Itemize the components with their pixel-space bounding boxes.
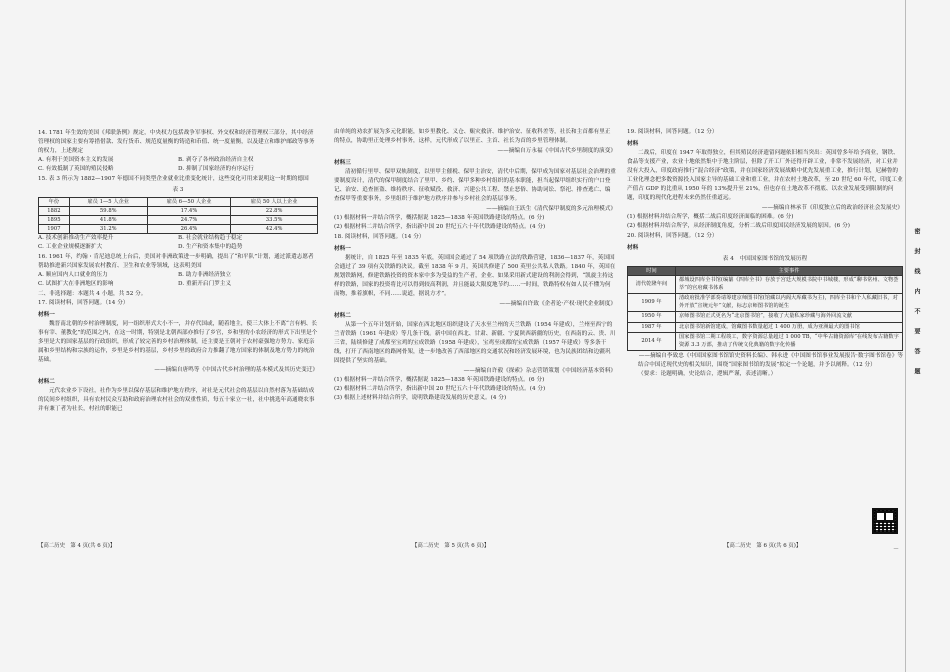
- q14-option-c: C. 有效抵制了英国的殖民侵略: [38, 166, 114, 172]
- q17-material-1-label: 材料一: [38, 312, 55, 318]
- q16-option-d: D. 重新开启门罗主义: [178, 281, 232, 287]
- q17-stem: 17. 阅读材料，回答问题。（14 分）: [38, 300, 129, 306]
- table-cell: 1895: [39, 216, 70, 225]
- table-4: [627, 266, 903, 351]
- q18-material-2-source: ——摘编自许毅《探索》杂志营销策划《中国经济基本资料》: [463, 368, 616, 374]
- q16-option-a: A. 顺应国内人口就业的压力: [38, 272, 108, 278]
- q17-material-3: 清初循行里甲、保甲双轨制度，以里甲主催税、保甲主治安，清代中后期，保甲成为国家对基层社会治理的重要制度设计，清代的保甲制度结合了里甲、乡约、保甲多种乡村组织的基本职能，担当起保甲组织实行的户口登记、治安、追查匪盗、维持秩序、征收赋役、救济、兴建公共工程、禁止恶俗、协助词讼、祭祀、排查逃亡、编查保甲等重要事务，乡里组织于维护地方秩序并参与乡村社会的基层事务。: [334, 169, 616, 202]
- page-6-column: [627, 128, 903, 379]
- q18-material-1: 据统计，自 1825 年至 1835 年底，英国国会通过了 54 项铁路立法的铁路营建，1836—1837 年，英国国会通过了 39 项有关铁路的决议。截至 1838 年 9 月，英国共修建了 500 英里公共私人铁路。1840 年，英国在规划铁路网，修建铁路投资的资本家中多为受益的生产者，企业、如果采用新式建设的利润会得到，“凯旋主持这样的铁路，国家的投资将比可以得到较高利润，并且能最大限度地节约……一时间，铁路特权有如人民不懂为何而物，推着旗帜，不同……说道，据说方才”。: [334, 255, 616, 297]
- table-cell: 41.8%: [69, 216, 147, 225]
- q17-subquestion-1: (1) 根据材料一并结合所学，概括据说 1825—1838 年英国铁路建设的特点。(6 分): [334, 215, 545, 221]
- table-cell: 都城设四库全书馆(编纂《四库全书》存放于宫廷大规模书院中书城楼，形成“聊书常州、文物荟萃”的官府藏书体系: [676, 276, 903, 294]
- q20-requirements: （要求：论题明确，史论结合，逻辑严谨，表述清晰。）: [638, 371, 777, 377]
- table-cell: 33.5%: [231, 216, 318, 225]
- table-row: [39, 207, 318, 216]
- table-row: [628, 312, 903, 323]
- table-cell: 国家图书馆二期工程竣工，数字资源总量超过 1 000 TB，“中华古籍资源库”在线发布古籍数字资源 3.3 万部，推动了传统文化典籍的数字化传播: [676, 333, 903, 351]
- table-cell: 1882: [39, 207, 70, 216]
- table-row: [39, 216, 318, 225]
- table-cell: 京师图书馆正式更名为“北京图书馆”，接收了大量私家珍藏与海外回流文献: [676, 312, 903, 323]
- q19-material-label: 材料: [627, 141, 639, 147]
- table-cell: 1909 年: [628, 294, 676, 312]
- table-header-row: [39, 198, 318, 207]
- table-cell: 26.4%: [147, 225, 231, 234]
- table-header-cell: 雇员 6—50 人企业: [147, 198, 231, 207]
- q15-option-c: C. 工业企业规模逐渐扩大: [38, 244, 103, 250]
- table-3-title: 表 3: [172, 187, 184, 193]
- q19-subquestion-2: (2) 根据材料并结合所学，从经济制度角度，分析二战后印度国民经济发展的原因。(6 分): [627, 223, 850, 229]
- table-cell: 22.8%: [231, 207, 318, 216]
- page-footer-4: 【高二历史 第 4 页(共 6 页)】: [38, 543, 116, 549]
- q17-material-1: 魏晋南北朝的乡村治理制度，同一组织形式大小不一，并存代国或，随着地主，使三大体上不离“言有柄、长事有宰、董教化”的范围之内，在这一时期，特别是北朝西部亦推行了乡官，乡和里的小农经济的形式下出里是个多里是大的国家基层的行政组织，形成了较完善的乡村治理体制，还主要是王朝对于农村豪强地方势力、家庭亲属和乡里结构和宗族的运作，乡里是乡村的基层，乡村乡里的政府合力推翻了地方国家的体制及地方势力的统治基础。: [38, 321, 318, 363]
- q16-options-row1: [38, 271, 318, 280]
- q15-options-row2: [38, 243, 318, 252]
- q17-material-2: 元代农业乡下设社，社作为乡里以保存基层和维护地方秩序，对社是元代社会的基层以自然村落为基础结成的民间乡村组织，具有农村民众互助和政府治理农村社会的双重性质，每五十家立一社，社中挑选年高通晓农事并有兼丁者为社长，村社的职能已: [38, 388, 315, 412]
- q18-material-1-source: ——摘编自许致《企者论·产权·现代企业制度》: [499, 301, 616, 307]
- table-cell: 清代乾隆年间: [628, 276, 676, 294]
- table-cell: 17.4%: [147, 207, 231, 216]
- q14-option-b: B. 剥夺了各州政治经济自主权: [178, 157, 254, 163]
- table-cell: 31.2%: [69, 225, 147, 234]
- q19-stem: 19. 阅读材料，回答问题。（12 分）: [627, 129, 718, 135]
- q17-material-2-label: 材料二: [38, 379, 55, 385]
- q18-material-1-label: 材料一: [334, 246, 351, 252]
- section-heading: 二、非选择题：本题共 4 小题，共 52 分。: [38, 291, 147, 297]
- q20-task: 结合中国近现代史的相关知识，围绕“国家图书馆的发展”拟定一个论题，并予以阐释。（12 分）: [638, 362, 876, 368]
- table-header-cell: 时间: [628, 267, 676, 276]
- q18-material-2: 从第一个五年计划开始，国家在西北地区组织建设了天水至兰州的天兰铁路（1954 年建成），兰州至西宁的兰青铁路（1961 年建成）等几条干线。新中国在西北、甘肃、新疆、宁夏陕西新疆的历史，在西南的云、贵、川三省，陆续修建了成都至宝鸡的宝成铁路（1958 年建成），宝鸡至成都的宝成铁路（1957 年建成）等多条干线，打开了西南地区的路网骨架，进一步地改善了西部地区的交通状况和经济发展环境，也为民族团结和边疆巩固提供了坚实的基础。: [334, 322, 616, 364]
- q18-stem: 18. 阅读材料，回答问题。（14 分）: [334, 234, 425, 240]
- q20-stem: 20. 阅读材料，回答问题。（12 分）: [627, 233, 718, 239]
- table-4-title: 表 4 中国国家图书馆的发展历程: [722, 256, 808, 262]
- table-cell: 24.7%: [147, 216, 231, 225]
- q14-option-a: A. 有利于美国资本主义的发展: [38, 157, 114, 163]
- table-cell: 59.8%: [69, 207, 147, 216]
- table-cell: 清政府批准学部奏请筹建京师图书馆(馆藏以内阁大库藏书为主)，四库全书和个人私藏旧书，对外开放“宣统元年”文献，标志京师图书馆的诞生: [676, 294, 903, 312]
- table-row: [628, 276, 903, 294]
- q17-material-1-source: ——摘编自唐鸣等《中国古代乡村治理的基本模式及其历史变迁》: [154, 367, 318, 373]
- table-cell: 1907: [39, 225, 70, 234]
- q15-option-a: A. 技术创新推动生产效率提升: [38, 235, 114, 241]
- q19-subquestion-1: (1) 根据材料并结合所学，概括二战后印度经济面临的困难。(6 分): [627, 214, 794, 220]
- table-cell: 42.4%: [231, 225, 318, 234]
- q19-material: 二战后，印度在 1947 年取得独立，但其殖民经济遗留问题依旧相当突出：英国曾多年给予商业，钢铁、食品等支援产业，农业十地依然集中于地主阶层，但除了开工厂外还得开辟工业，非常不发展经济，对工业并没有大投入，印度政府推行“混合经济”政策，并在国家经济发展战略中优先发展重工业，推行计划，尼赫鲁的工业化理念把多数资源投入国家主导的基础工业和重工业，并在农村土地改革，至 20 世纪 60 年代，印度工业产值占 GDP 的比重从 1950 年的 13%提升至 21%，但也存在土地改革不彻底、以农业发展受到限制的问题，印度的现代化进程未来仍然任重道远。: [627, 150, 903, 201]
- q15-stem: 15. 表 3 所示为 1882—1907 年德国不同类型企业就业比重变化统计，这些变化可用来说明这一时期的德国: [38, 176, 309, 182]
- q16-stem: 16. 1961 年，约翰・肯尼迪总统上台后，美国对非洲政策进一步明确，提出了“和平队”计划，通过派遣志愿者帮助推进新兴国家发展农村教育、卫生和农业等领域，这表明美国: [38, 254, 314, 269]
- table-header-cell: 主要事件: [676, 267, 903, 276]
- table-row: [628, 322, 903, 333]
- page-4-column: [38, 128, 318, 414]
- table-header-cell: 雇员 1—5 人企业: [69, 198, 147, 207]
- table-3: [38, 197, 318, 234]
- q17-subquestion-2: (2) 根据材料二并结合所学，指出新中国 20 世纪五六十年代铁路建设的特点。(4 分): [334, 224, 546, 230]
- q15-options-row1: [38, 234, 318, 243]
- table-cell: 1950 年: [628, 312, 676, 323]
- q20-material-label: 材料: [627, 245, 639, 251]
- table-header-cell: 年份: [39, 198, 70, 207]
- qr-code-icon: [872, 508, 898, 534]
- q18-subquestion-1: (1) 根据材料一并结合所学，概括据说 1825—1838 年英国铁路建设的特点。(6 分): [334, 377, 545, 383]
- q17-material-3-source: ——摘编自王跃生《清代保甲制度的多元治理模式》: [486, 206, 616, 212]
- side-seal-label: 密 封 线 内 不 要 答 题: [913, 228, 920, 378]
- table-row: [39, 225, 318, 234]
- table-cell: 2014 年: [628, 333, 676, 351]
- q18-subquestion-3: (3) 根据上述材料并结合所学，说明铁路建设发展的历史意义。(4 分): [334, 395, 507, 401]
- q16-option-c: C. 试图扩大在非洲地区的影响: [38, 281, 114, 287]
- page-mark: －: [893, 546, 900, 553]
- q18-material-2-label: 材料二: [334, 313, 351, 319]
- page-5-column: [334, 128, 616, 403]
- q14-options-row1: [38, 156, 318, 165]
- q19-material-source: ——摘编自林承节《印度独立后的政治经济社会发展史》: [761, 205, 903, 211]
- binding-line: [905, 0, 906, 672]
- q16-options-row2: [38, 280, 318, 289]
- q15-option-b: B. 社会就业结构趋于稳定: [178, 235, 243, 241]
- table-cell: 北京图书馆新馆建成，馆藏图书数量超过 1 400 万册，成为亚洲最大的图书馆: [676, 322, 903, 333]
- table-header-cell: 雇员 50 人以上企业: [231, 198, 318, 207]
- page-footer-6: 【高二历史 第 6 页(共 6 页)】: [724, 543, 802, 549]
- q14-options-row2: [38, 165, 318, 174]
- q17-material-2-source: ——摘编自万永福《中国古代乡里制度的演变》: [497, 148, 616, 154]
- table-4-source: ——摘编自李致忠《中国国家图书馆馆史资料长编》、韩永进《中国图书馆事业发展报告·数字图书馆卷》等: [638, 353, 903, 359]
- q16-option-b: B. 助力非洲经济独立: [178, 272, 231, 278]
- table-cell: 1987 年: [628, 322, 676, 333]
- q15-option-d: D. 生产和资本集中的趋势: [178, 244, 243, 250]
- q18-subquestion-2: (2) 根据材料二并结合所学，指出新中国 20 世纪五六十年代铁路建设的特点。(4 分): [334, 386, 546, 392]
- q17-material-2-continued: 由单纯的劝农扩展为多元化职能，如乡里教化、义仓、赈灾救济、维护治安、征收科差等，社长和主首都有里正的特点，协助里正处理乡村事务，这样，元代形成了以里正、主首、社长为首的乡里管理体制。: [334, 129, 611, 144]
- q14-stem: 14. 1781 年生效的美国《邦联条例》规定，中央权力包括战争军事权、外交权和经济管理权三部分，其中经济管理权的国家主要有筹措借款、发行货币、规范度量衡的铸造和币值、统一度量衡，以及建立和维护邮政等事务的权力，上述规定: [38, 130, 315, 154]
- table-row: [628, 294, 903, 312]
- q17-material-3-label: 材料三: [334, 160, 351, 166]
- table-header-row: [628, 267, 903, 276]
- page-footer-5: 【高二历史 第 5 页(共 6 页)】: [412, 543, 490, 549]
- table-row: [628, 333, 903, 351]
- q14-option-d: D. 抑制了国家经济的有序运行: [178, 166, 254, 172]
